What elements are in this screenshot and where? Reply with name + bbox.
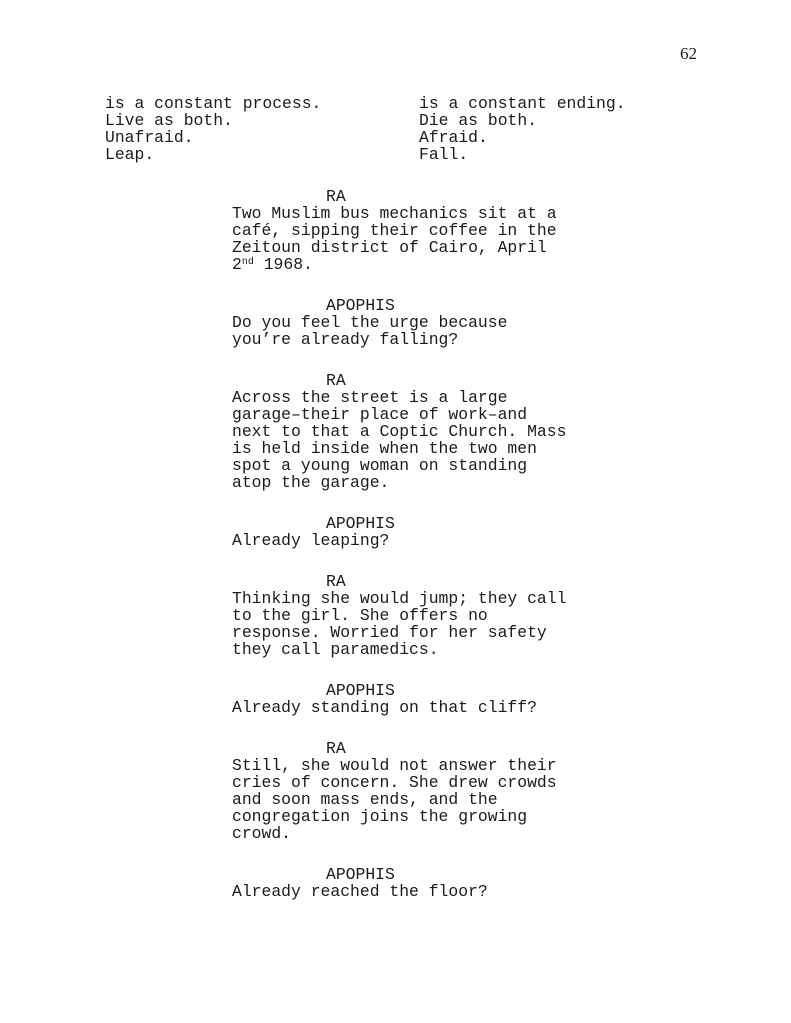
dialogue-block xyxy=(232,740,592,842)
character-name: APOPHIS xyxy=(326,865,395,884)
character-name: RA xyxy=(326,572,346,591)
dual-dialogue-line: Live as both. xyxy=(105,111,233,130)
dual-dialogue-line: Die as both. xyxy=(419,111,538,130)
dialogue-line: they call paramedics. xyxy=(232,640,439,659)
dialogue-line: is held inside when the two men xyxy=(232,439,537,458)
dual-dialogue-line: Fall. xyxy=(419,145,469,164)
dialogue-line: Already standing on that cliff? xyxy=(232,698,537,717)
dialogue-line: Already reached the floor? xyxy=(232,882,488,901)
dialogue-line: cries of concern. She drew crowds xyxy=(232,773,557,792)
dialogue-line: spot a young woman on standing xyxy=(232,456,528,475)
dialogue-blocks xyxy=(232,188,592,924)
dialogue-line: to the girl. She offers no xyxy=(232,606,488,625)
dialogue-line: café, sipping their coffee in the xyxy=(232,221,557,240)
dialogue-line: garage–their place of work–and xyxy=(232,405,528,424)
character-name: RA xyxy=(326,739,346,758)
dialogue-block xyxy=(232,682,592,716)
character-name: APOPHIS xyxy=(326,296,395,315)
dual-dialogue-line: Afraid. xyxy=(419,128,488,147)
character-name: APOPHIS xyxy=(326,514,395,533)
dialogue-block xyxy=(232,188,592,273)
dialogue-line: 2nd 1968. xyxy=(232,255,313,274)
dual-dialogue xyxy=(105,95,626,163)
dialogue-line: Two Muslim bus mechanics sit at a xyxy=(232,204,557,223)
dialogue-block xyxy=(232,866,592,900)
dialogue-line: next to that a Coptic Church. Mass xyxy=(232,422,567,441)
dialogue-line: atop the garage. xyxy=(232,473,390,492)
dialogue-block xyxy=(232,372,592,491)
dialogue-block xyxy=(232,297,592,348)
dual-dialogue-left-column xyxy=(105,95,419,163)
dialogue-line: crowd. xyxy=(232,824,292,843)
dialogue-line: congregation joins the growing xyxy=(232,807,528,826)
dialogue-line: Across the street is a large xyxy=(232,388,508,407)
character-name: APOPHIS xyxy=(326,681,395,700)
dual-dialogue-right-column xyxy=(419,95,626,163)
dialogue-line: and soon mass ends, and the xyxy=(232,790,498,809)
character-name: RA xyxy=(326,187,346,206)
dialogue-line: Still, she would not answer their xyxy=(232,756,557,775)
dialogue-line: Thinking she would jump; they call xyxy=(232,589,567,608)
dual-dialogue-line: is a constant process. xyxy=(105,94,322,113)
dual-dialogue-line: Leap. xyxy=(105,145,155,164)
dialogue-block xyxy=(232,573,592,658)
dual-dialogue-line: is a constant ending. xyxy=(419,94,626,113)
dialogue-line: Zeitoun district of Cairo, April xyxy=(232,238,547,257)
character-name: RA xyxy=(326,371,346,390)
dialogue-block xyxy=(232,515,592,549)
dual-dialogue-line: Unafraid. xyxy=(105,128,194,147)
dialogue-line: Do you feel the urge because xyxy=(232,313,508,332)
superscript-text: nd xyxy=(241,257,254,268)
dialogue-line: you’re already falling? xyxy=(232,330,459,349)
dialogue-line: Already leaping? xyxy=(232,531,390,550)
page-number: 62 xyxy=(680,44,697,63)
dialogue-line: response. Worried for her safety xyxy=(232,623,547,642)
